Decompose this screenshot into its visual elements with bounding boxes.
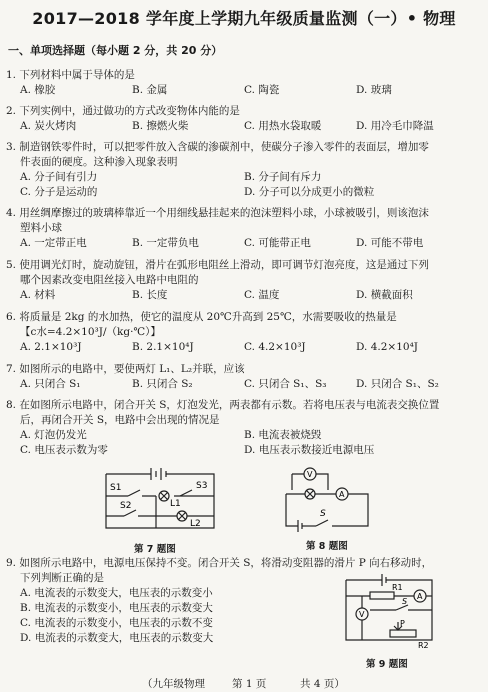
label-a: A [417, 592, 423, 601]
option-d: D. 只闭合 S₁、S₂ [356, 378, 439, 390]
question-5: 5. 使用调光灯时，旋动旋钮，滑片在弧形电阻丝上滑动，即可调节灯泡亮度，这是通过下列 哪个因素改变电阻丝接入电路中电阻的 A. 材料 B. 长度 C. 温度 D. 横截面积 [6, 259, 429, 301]
option-d: D. 玻璃 [356, 84, 392, 96]
option-c: C. 分子是运动的 [20, 186, 98, 198]
option-a: A. 2.1×10³J [20, 341, 82, 353]
label-s2: S2 [120, 501, 132, 511]
question-1: 1. 下列材料中属于导体的是 A. 橡胶 B. 金属 C. 陶瓷 D. 玻璃 [6, 69, 392, 96]
label-p: P [400, 619, 405, 628]
footer-total: 共 4 页） [300, 678, 345, 690]
option-b: B. 擦燃火柴 [132, 120, 189, 132]
option-b: B. 只闭合 S₂ [132, 378, 193, 390]
option-c: C. 陶瓷 [244, 84, 280, 96]
label-r1: R1 [392, 583, 403, 592]
label-r2: R2 [418, 641, 429, 650]
page-title: 2017—2018 学年度上学期九年级质量监测（一）• 物理 [32, 9, 456, 28]
question-stem: 如图所示电路中，电源电压保持不变。闭合开关 S，将滑动变阻器的滑片 P 向右移动时， [19, 557, 433, 569]
footer-grade: （九年级物理 [142, 678, 205, 690]
option-d: D. 电压表示数接近电源电压 [244, 444, 375, 456]
option-a: A. 一定带正电 [20, 237, 87, 249]
option-d: D. 横截面积 [356, 289, 413, 301]
label-a: A [339, 490, 345, 499]
option-a: A. 材料 [20, 289, 56, 301]
option-c: C. 温度 [244, 289, 280, 301]
option-a: A. 只闭合 S₁ [20, 378, 81, 390]
option-d: D. 电流表的示数变大，电压表的示数变大 [20, 632, 214, 644]
option-b: B. 长度 [132, 289, 168, 301]
option-b: B. 电流表被烧毁 [244, 429, 322, 441]
figure-7-caption: 第 7 题图 [134, 544, 176, 555]
label-l1: L1 [170, 499, 181, 509]
question-stem: 制造钢铁零件时，可以把零件放入含碳的渗碳剂中，使碳分子渗入零件的表面层，增加零 [19, 141, 429, 153]
option-a: A. 橡胶 [20, 84, 56, 96]
option-d: D. 用冷毛巾降温 [356, 120, 434, 132]
question-9: 9. 如图所示电路中，电源电压保持不变。闭合开关 S，将滑动变阻器的滑片 P 向右移动时， 下列判断正确的是 A. 电流表的示数变大，电压表的示数变小 B. 电流表的示数变小，电压表的示数变大 C. 电流表的示数变小，电压表的示数不变 D. 电流表的示数变大，电压表的示数变大 [6, 556, 482, 646]
label-s: S [402, 597, 408, 606]
option-c: C. 只闭合 S₁、S₃ [244, 378, 327, 390]
question-stem: 在如图所示电路中，闭合开关 S，灯泡发光，两表都有示数。若将电压表与电流表交换位置 [19, 399, 440, 411]
figure-9-circuit [340, 574, 440, 654]
question-8: 8. 在如图所示电路中，闭合开关 S，灯泡发光，两表都有示数。若将电压表与电流表交换位置 后，再闭合开关 S，电路中会出现的情况是 A. 灯泡仍发光 B. 电流表被烧毁 C. 电压表示数为零 D. 电压表示数接近电源电压 [6, 399, 440, 456]
question-3: 3. 制造钢铁零件时，可以把零件放入含碳的渗碳剂中，使碳分子渗入零件的表面层，增加零 件表面的硬度。这种渗入现象表明 A. 分子间有引力 B. 分子间有斥力 C. 分子是运动的 D. 分子可以分成更小的微粒 [6, 141, 429, 198]
option-c: C. 4.2×10³J [244, 341, 306, 353]
label-v: V [307, 470, 313, 479]
switch-s [316, 520, 328, 526]
resistor-r1 [370, 592, 394, 599]
question-stem: 用丝绸摩擦过的玻璃棒靠近一个用细线悬挂起来的泡沫塑料小球，小球被吸引，则该泡沫 [19, 207, 429, 219]
label-s: S [320, 509, 326, 519]
figure-8-caption: 第 8 题图 [306, 541, 348, 552]
option-d: D. 4.2×10⁴J [356, 341, 418, 353]
label-s3: S3 [196, 481, 208, 491]
option-b: B. 分子间有斥力 [244, 171, 322, 183]
option-b: B. 金属 [132, 84, 168, 96]
option-c: C. 电压表示数为零 [20, 444, 108, 456]
option-c: C. 用热水袋取暖 [244, 120, 322, 132]
option-a: A. 分子间有引力 [20, 171, 98, 183]
label-v: V [359, 610, 365, 619]
question-4: 4. 用丝绸摩擦过的玻璃棒靠近一个用细线悬挂起来的泡沫塑料小球，小球被吸引，则该泡沫 塑料小球 A. 一定带正电 B. 一定带负电 C. 可能带正电 D. 可能不带电 [6, 207, 429, 249]
option-b: B. 一定带负电 [132, 237, 199, 249]
switch-s1 [128, 490, 140, 496]
question-stem: 下列实例中，通过做功的方式改变物体内能的是 [19, 105, 240, 117]
option-b: B. 2.1×10⁴J [132, 341, 194, 353]
footer-page: 第 1 页 [232, 678, 267, 690]
switch-s3 [180, 490, 192, 496]
option-d: D. 可能不带电 [356, 237, 424, 249]
question-6: 6. 将质量是 2kg 的水加热，使它的温度从 20℃升高到 25℃，水需要吸收的热量是 【c水=4.2×10³J/（kg·℃）】 A. 2.1×10³J B. 2.1×10⁴J C. 4.2×10³J D. 4.2×10⁴J [6, 311, 418, 353]
option-c: C. 可能带正电 [244, 237, 311, 249]
question-stem: 使用调光灯时，旋动旋钮，滑片在弧形电阻丝上滑动，即可调节灯泡亮度，这是通过下列 [19, 259, 429, 271]
option-c: C. 电流表的示数变小，电压表的示数不变 [20, 617, 213, 629]
figure-9-caption: 第 9 题图 [366, 659, 408, 670]
question-stem: 将质量是 2kg 的水加热，使它的温度从 20℃升高到 25℃，水需要吸收的热量是 [19, 311, 397, 323]
option-a: A. 灯泡仍发光 [20, 429, 87, 441]
question-2: 2. 下列实例中，通过做功的方式改变物体内能的是 A. 炭火烤肉 B. 擦燃火柴 C. 用热水袋取暖 D. 用冷毛巾降温 [6, 105, 434, 132]
label-s1: S1 [110, 483, 122, 493]
rheostat-r2 [390, 630, 416, 637]
label-l2: L2 [190, 519, 201, 529]
question-stem: 如图所示的电路中，要使两灯 L₁、L₂并联，应该 [19, 363, 245, 375]
option-a: A. 炭火烤肉 [20, 120, 77, 132]
question-stem: 下列材料中属于导体的是 [19, 69, 135, 81]
option-b: B. 电流表的示数变小，电压表的示数变大 [20, 602, 213, 614]
section-heading: 一、单项选择题（每小题 2 分，共 20 分） [8, 44, 223, 57]
figure-8-circuit [280, 462, 380, 536]
option-d: D. 分子可以分成更小的微粒 [244, 186, 375, 198]
figure-7-circuit [96, 466, 226, 538]
question-7: 7. 如图所示的电路中，要使两灯 L₁、L₂并联，应该 A. 只闭合 S₁ B. 只闭合 S₂ C. 只闭合 S₁、S₃ D. 只闭合 S₁、S₂ [6, 363, 439, 390]
option-a: A. 电流表的示数变大，电压表的示数变小 [20, 587, 213, 599]
